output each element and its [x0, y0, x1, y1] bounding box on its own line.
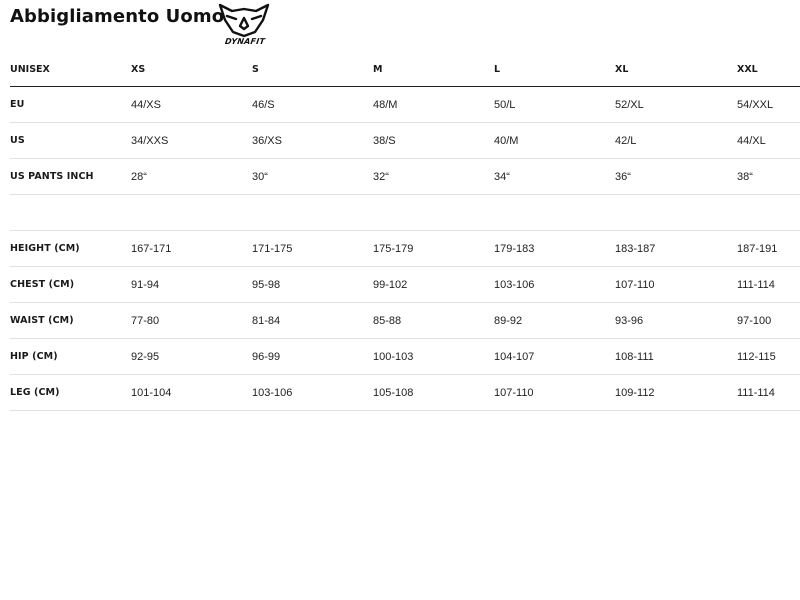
table-cell: 171-175 — [252, 242, 293, 255]
table-row-eu — [10, 87, 800, 123]
column-header-unisex: UNISEX — [10, 63, 50, 75]
table-cell: 50/L — [494, 98, 516, 111]
table-cell: 105-108 — [373, 386, 414, 399]
table-cell: 52/XL — [615, 98, 644, 111]
table-cell: 77-80 — [131, 314, 160, 327]
table-row-leg — [10, 375, 800, 411]
table-cell: 91-94 — [131, 278, 160, 291]
table-cell: 30“ — [252, 170, 268, 183]
table-cell: 38“ — [737, 170, 753, 183]
table-header-row — [10, 52, 800, 87]
table-cell: 96-99 — [252, 350, 281, 363]
table-cell: 167-171 — [131, 242, 172, 255]
table-cell: 95-98 — [252, 278, 281, 291]
table-cell: 179-183 — [494, 242, 535, 255]
page-header — [10, 0, 790, 50]
table-row-chest — [10, 267, 800, 303]
table-cell: 42/L — [615, 134, 637, 147]
table-cell: 34“ — [494, 170, 510, 183]
column-header-s: S — [252, 63, 259, 75]
table-row-height — [10, 231, 800, 267]
brand-logo — [216, 2, 276, 48]
table-spacer-row — [10, 195, 800, 231]
table-cell: 183-187 — [615, 242, 656, 255]
table-cell: 100-103 — [373, 350, 414, 363]
row-label: US — [10, 135, 25, 146]
table-cell: 93-96 — [615, 314, 644, 327]
table-cell: 109-112 — [615, 386, 655, 399]
table-row-us-pants-inch — [10, 159, 800, 195]
table-row-waist — [10, 303, 800, 339]
brand-wordmark: DYNAFIT — [224, 37, 266, 46]
table-cell: 101-104 — [131, 386, 172, 399]
table-cell: 81-84 — [252, 314, 281, 327]
table-cell: 107-110 — [494, 386, 534, 399]
table-cell: 44/XL — [737, 134, 766, 147]
size-chart-table — [10, 52, 800, 411]
table-cell: 92-95 — [131, 350, 160, 363]
table-cell: 54/XXL — [737, 98, 774, 111]
column-header-l: L — [494, 63, 501, 75]
table-cell: 103-106 — [252, 386, 293, 399]
table-row-us — [10, 123, 800, 159]
row-label: HIP (CM) — [10, 351, 58, 362]
table-cell: 36“ — [615, 170, 631, 183]
table-cell: 97-100 — [737, 314, 772, 327]
column-header-m: M — [373, 63, 383, 75]
table-cell: 99-102 — [373, 278, 408, 291]
column-header-xxl: XXL — [737, 63, 758, 75]
table-cell: 187-191 — [737, 242, 778, 255]
table-cell: 40/M — [494, 134, 519, 147]
table-cell: 48/M — [373, 98, 398, 111]
row-label: WAIST (CM) — [10, 315, 74, 326]
row-label: US PANTS INCH — [10, 171, 94, 182]
table-cell: 104-107 — [494, 350, 535, 363]
table-cell: 46/S — [252, 98, 275, 111]
table-cell: 107-110 — [615, 278, 655, 291]
table-cell: 111-114 — [737, 386, 775, 399]
table-cell: 85-88 — [373, 314, 402, 327]
table-cell: 111-114 — [737, 278, 775, 291]
row-label: EU — [10, 99, 25, 110]
table-cell: 32“ — [373, 170, 389, 183]
table-cell: 89-92 — [494, 314, 523, 327]
table-cell: 36/XS — [252, 134, 282, 147]
row-label: CHEST (CM) — [10, 279, 75, 290]
table-cell: 112-115 — [737, 350, 776, 363]
table-cell: 108-111 — [615, 350, 654, 363]
snow-leopard-head-icon — [216, 2, 272, 38]
table-cell: 175-179 — [373, 242, 414, 255]
table-cell: 38/S — [373, 134, 396, 147]
row-label: HEIGHT (CM) — [10, 243, 80, 254]
table-cell: 103-106 — [494, 278, 535, 291]
table-row-hip — [10, 339, 800, 375]
column-header-xl: XL — [615, 63, 629, 75]
column-header-xs: XS — [131, 63, 146, 75]
table-cell: 34/XXS — [131, 134, 169, 147]
table-cell: 28“ — [131, 170, 147, 183]
table-cell: 44/XS — [131, 98, 161, 111]
row-label: LEG (CM) — [10, 387, 60, 398]
page-title: Abbigliamento Uomo — [10, 6, 225, 27]
